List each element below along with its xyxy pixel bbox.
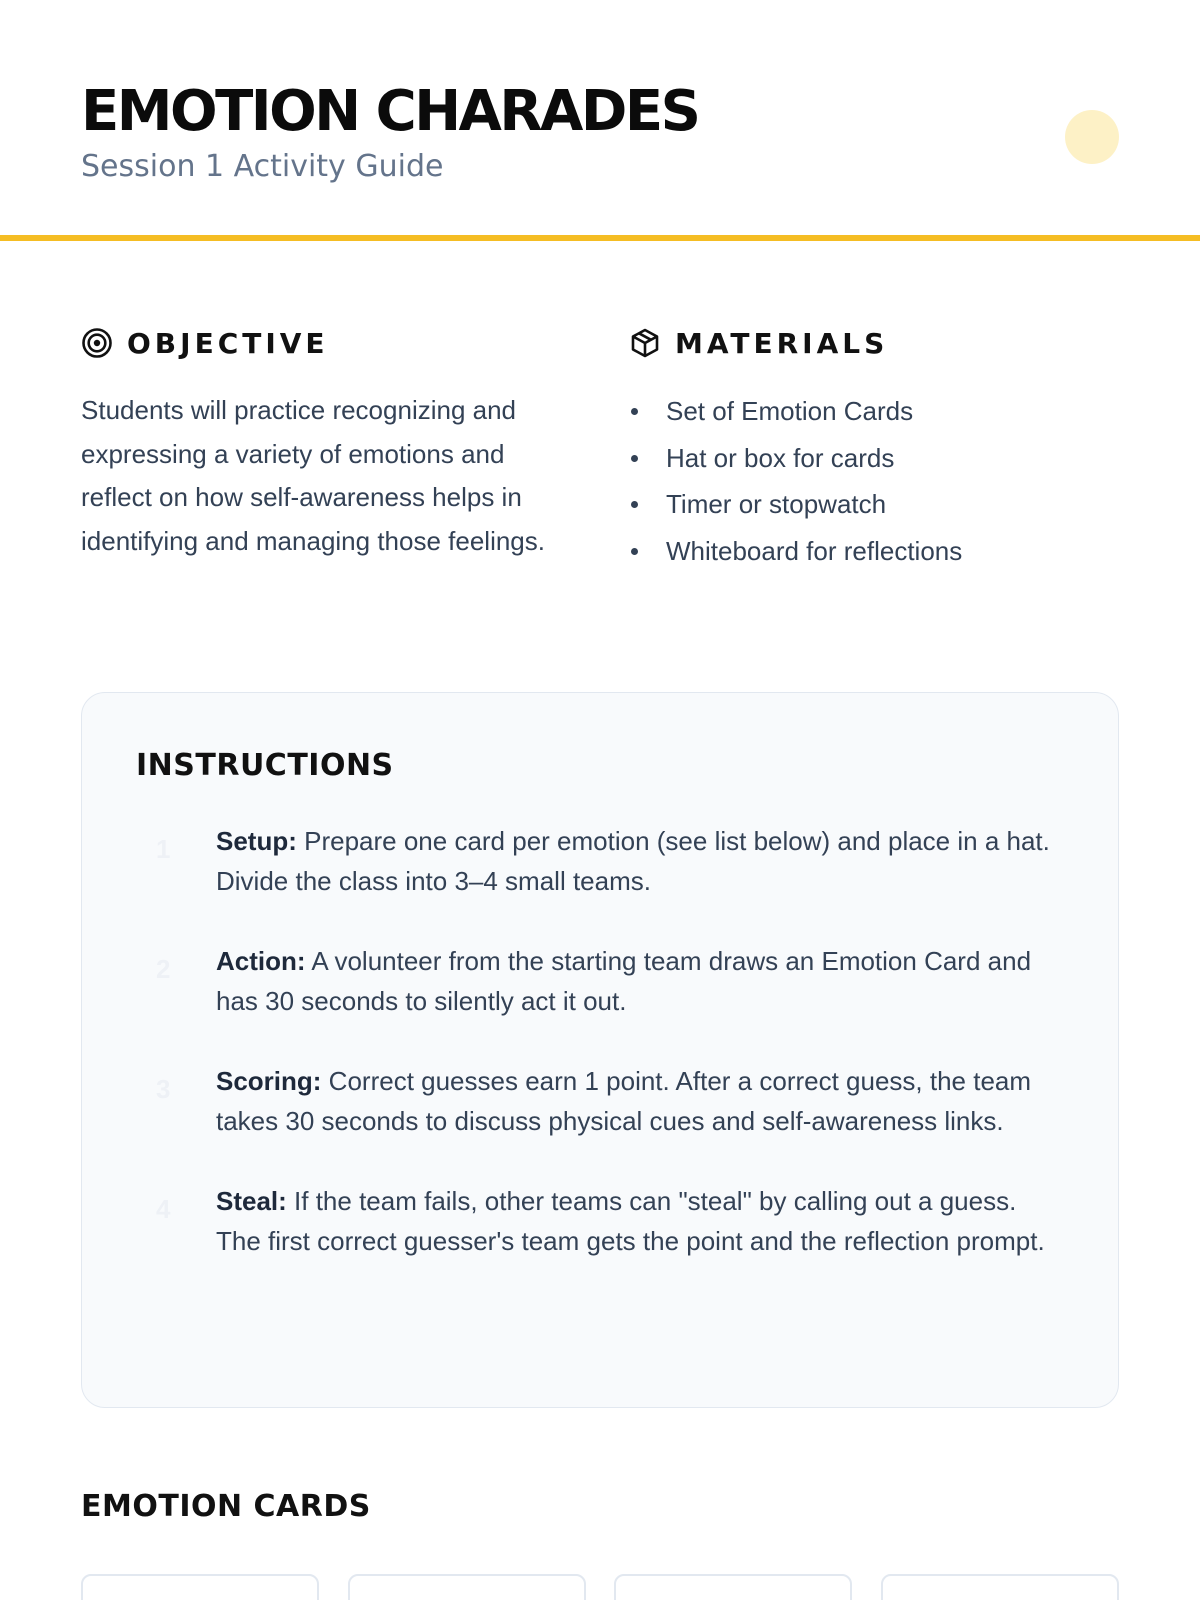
target-icon (81, 327, 113, 359)
emotion-cards-heading: EMOTION CARDS (81, 1489, 371, 1524)
decorative-dot (1065, 110, 1119, 164)
step-label: Action: (216, 946, 306, 976)
step-number: 2 (156, 954, 171, 984)
step-number: 3 (156, 1074, 171, 1104)
instructions-heading: INSTRUCTIONS (136, 748, 394, 783)
overview-columns (81, 320, 1119, 589)
objective-heading: OBJECTIVE (127, 326, 329, 360)
step-text: A volunteer from the starting team draws an Emotion Card and has 30 seconds to silently act it out. (216, 946, 1032, 1016)
page-header (81, 0, 1119, 184)
instructions-card (81, 692, 1119, 1408)
box-icon (629, 327, 661, 359)
objective-section (81, 320, 629, 589)
materials-section (629, 320, 1119, 589)
list-item: Hat or box for cards (629, 435, 1119, 482)
emotion-card (614, 1574, 852, 1600)
instruction-step (136, 1181, 1064, 1261)
step-number: 1 (156, 834, 171, 864)
step-label: Scoring: (216, 1066, 322, 1096)
list-item: Timer or stopwatch (629, 481, 1119, 528)
materials-heading-row (629, 320, 1119, 366)
step-number: 4 (156, 1194, 171, 1224)
header-divider (0, 235, 1200, 241)
emotion-cards-grid (81, 1574, 1119, 1600)
step-label: Setup: (216, 826, 297, 856)
materials-heading: MATERIALS (675, 326, 889, 360)
emotion-card (881, 1574, 1119, 1600)
objective-text: Students will practice recognizing and expressing a variety of emotions and reflect on how self-awareness helps in identifying and managing those feelings. (81, 395, 545, 556)
instruction-step (136, 821, 1064, 901)
instruction-step (136, 941, 1064, 1021)
step-text: Correct guesses earn 1 point. After a correct guess, the team takes 30 seconds to discuss physical cues and self-awareness links. (216, 1066, 1032, 1136)
page-title: EMOTION CHARADES (81, 79, 699, 144)
emotion-card (348, 1574, 586, 1600)
page-subtitle: Session 1 Activity Guide (81, 149, 444, 184)
step-text: Prepare one card per emotion (see list below) and place in a hat. Divide the class into 3–4 small teams. (216, 826, 1050, 896)
list-item: Whiteboard for reflections (629, 528, 1119, 575)
instruction-step (136, 1061, 1064, 1141)
step-text: If the team fails, other teams can "steal" by calling out a guess. The first correct guesser's team gets the point and the reflection prompt. (216, 1186, 1045, 1256)
materials-list (629, 388, 1119, 574)
emotion-card (81, 1574, 319, 1600)
list-item: Set of Emotion Cards (629, 388, 1119, 435)
objective-heading-row (81, 320, 629, 366)
instruction-steps (136, 821, 1064, 1261)
step-label: Steal: (216, 1186, 287, 1216)
